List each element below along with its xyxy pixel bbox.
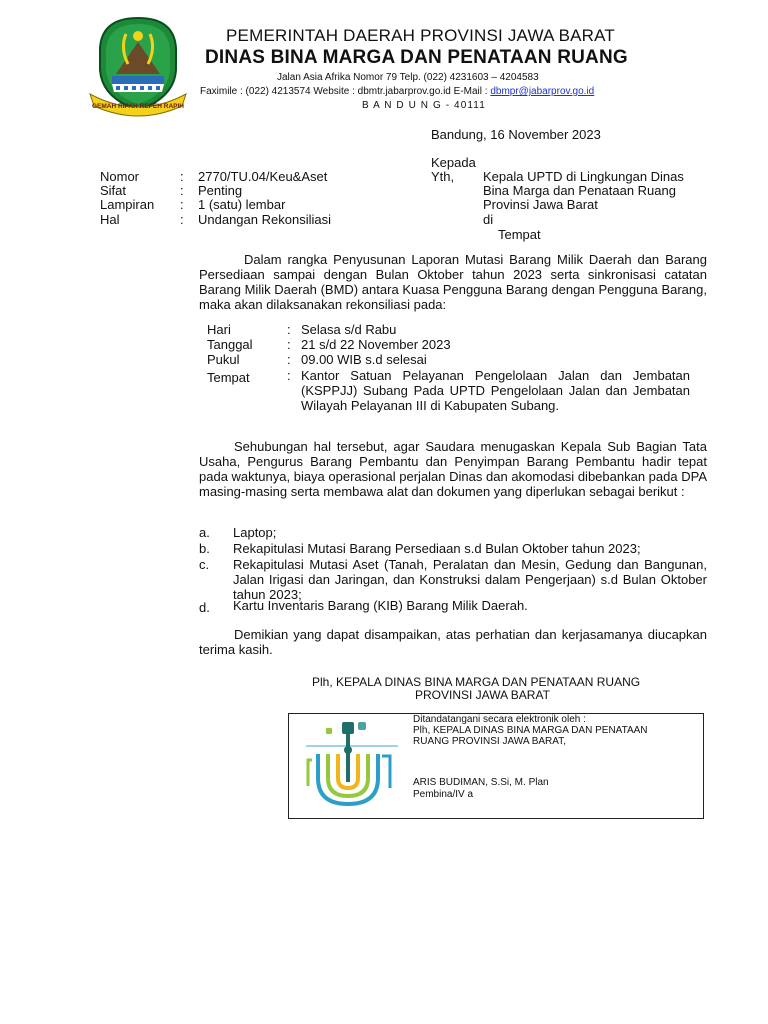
closing-paragraph: Demikian yang dapat disampaikan, atas perhatian dan kerjasamanya diucapkan terima kasih. [199,627,707,657]
city-line: B A N D U N G - 40111 [362,100,486,111]
detail-value: Selasa s/d Rabu [301,322,397,337]
e-signature-logo-icon [298,716,406,816]
detail-value: Kantor Satuan Pelayanan Pengelolaan Jalan dan Jembatan (KSPPJJ) Subang Pada UPTD Pengelolaan Jalan dan Jembatan Wilayah Pelayanan III di Kabupaten Subang. [301,368,690,413]
meta-label: Lampiran [100,197,155,212]
meta-value: 1 (satu) lembar [198,197,286,212]
letter-date: Bandung, 16 November 2023 [431,127,601,142]
address-line: Jalan Asia Afrika Nomor 79 Telp. (022) 4231603 – 4204583 [277,72,539,83]
logo-banner-text: GEMAH RIPAH REPEH RAPIH [92,103,184,110]
list-item: Laptop; [233,525,277,540]
e-sign-statement: Ditandatangani secara elektronik oleh : [413,714,586,725]
detail-value: 09.00 WIB s.d selesai [301,352,427,367]
detail-label: Tanggal [207,337,253,352]
meta-label: Sifat [100,183,127,198]
detail-label: Pukul [207,352,240,367]
meta-colon: : [180,169,184,184]
list-letter: a. [199,525,210,540]
recipient-line: di [483,212,494,227]
list-item: Kartu Inventaris Barang (KIB) Barang Milik Daerah. [233,598,528,613]
agency-name: DINAS BINA MARGA DAN PENATAAN RUANG [205,47,628,68]
meta-value: 2770/TU.04/Keu&Aset [198,169,328,184]
kepada-label: Kepada [431,155,476,170]
recipient-line: Kepala UPTD di Lingkungan Dinas [483,169,684,184]
recipient-place: Tempat [498,227,541,242]
detail-colon: : [287,352,291,367]
list-item: Rekapitulasi Mutasi Aset (Tanah, Peralatan dan Mesin, Gedung dan Bangunan, Jalan Irigasi dan Jaringan, dan Konstruksi dalam Pengerjaan) s.d Bulan Oktober tahun 2023; [233,557,707,602]
signatory-title: Plh, KEPALA DINAS BINA MARGA DAN PENATAAN RUANG [312,675,641,689]
yth-label: Yth, [431,169,455,184]
contact-line [200,86,594,97]
recipient-line: Provinsi Jawa Barat [483,197,598,212]
email-link[interactable]: dbmpr@jabarprov.go.id [490,86,595,97]
list-item: Rekapitulasi Mutasi Barang Persediaan s.d Bulan Oktober tahun 2023; [233,541,641,556]
meta-colon: : [180,183,184,198]
recipient-line: Bina Marga dan Penataan Ruang [483,183,676,198]
e-sign-position: Plh, KEPALA DINAS BINA MARGA DAN PENATAAN [413,725,648,736]
meta-value: Penting [198,183,243,198]
list-letter: d. [199,600,210,615]
detail-label: Hari [207,322,231,337]
list-letter: c. [199,557,210,572]
detail-colon: : [287,337,291,352]
detail-label: Tempat [207,370,250,385]
government-name: PEMERINTAH DAERAH PROVINSI JAWA BARAT [226,26,616,45]
meta-label: Nomor [100,169,140,184]
meta-colon: : [180,197,184,212]
list-letter: b. [199,541,210,556]
signatory-rank: Pembina/IV a [413,789,474,800]
detail-colon: : [287,322,291,337]
detail-colon: : [287,368,291,383]
body-paragraph: Sehubungan hal tersebut, agar Saudara menugaskan Kepala Sub Bagian Tata Usaha, Pengurus Barang Pembantu dan Penyimpan Barang Pembantu hadir tepat pada waktunya, biaya operasional perjalan Dinas dan akomodasi dibebankan pada DPA masing-masing serta membawa alat dan dokumen yang diperlukan sebagai berikut : [199,439,707,499]
signatory-province: PROVINSI JAWA BARAT [415,688,550,702]
body-paragraph: Dalam rangka Penyusunan Laporan Mutasi Barang Milik Daerah dan Barang Persediaan sampai dengan Bulan Oktober tahun 2023 serta sinkronisasi catatan Barang Milik Daerah (BMD) antara Kuasa Pengguna Barang dengan Pengguna Barang, maka akan dilaksanakan rekonsiliasi pada: [199,252,707,312]
signatory-name: ARIS BUDIMAN, S.Si, M. Plan [413,777,549,788]
contact-text: Faximile : (022) 4213574 Website : dbmtr.jabarprov.go.id E-Mail : [200,86,491,97]
e-sign-position: RUANG PROVINSI JAWA BARAT, [413,736,566,747]
detail-value: 21 s/d 22 November 2023 [301,337,451,352]
west-java-emblem-icon [86,14,190,120]
meta-colon: : [180,212,184,227]
meta-label: Hal [100,212,120,227]
meta-value: Undangan Rekonsiliasi [198,212,331,227]
